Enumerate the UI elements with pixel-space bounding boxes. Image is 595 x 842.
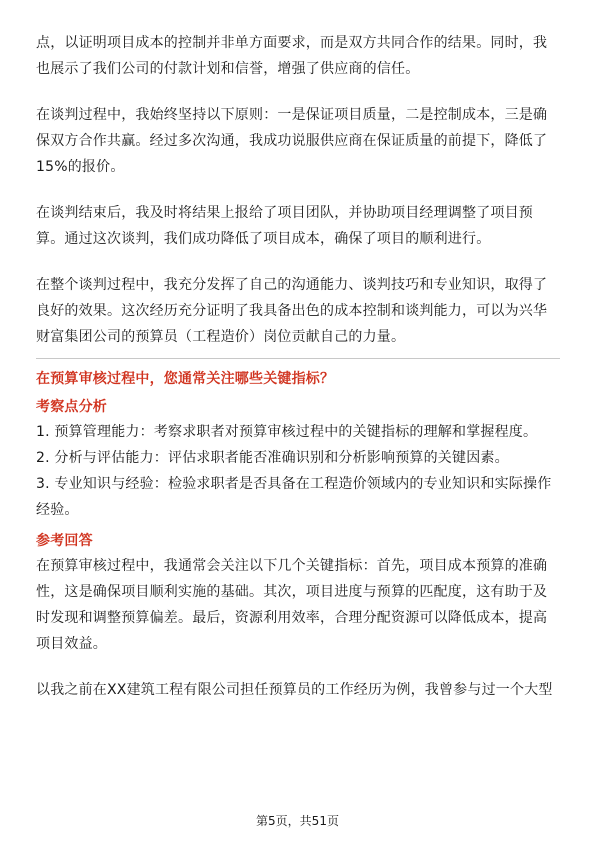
answer-paragraph: 以我之前在XX建筑工程有限公司担任预算员的工作经历为例，我曾参与过一个大型 bbox=[36, 682, 553, 698]
body-paragraph: 在谈判结束后，我及时将结果上报给了项目团队，并协助项目经理调整了项目预算。通过这次谈判，我们成功降低了项目成本，确保了项目的顺利进行。 bbox=[36, 205, 533, 247]
body-paragraph: 在谈判过程中，我始终坚持以下原则：一是保证项目质量，二是控制成本，三是确保双方合作共赢。经过多次沟通，我成功说服供应商在保证质量的前提下，降低了15%的报价。 bbox=[36, 107, 548, 175]
body-paragraph: 点，以证明项目成本的控制并非单方面要求，而是双方共同合作的结果。同时，我也展示了我们公司的付款计划和信誉，增强了供应商的信任。 bbox=[36, 35, 548, 77]
analysis-item: 2. 分析与评估能力：评估求职者能否准确识别和分析影响预算的关键因素。 bbox=[36, 450, 509, 466]
answer-title: 参考回答 bbox=[36, 533, 93, 549]
answer-paragraph: 在预算审核过程中，我通常会关注以下几个关键指标：首先，项目成本预算的准确性，这是确保项目顺利实施的基础。其次，项目进度与预算的匹配度，这有助于及时发现和调整预算偏差。最后，资源利用效率，合理分配资源可以降低成本，提高项目效益。 bbox=[36, 558, 548, 652]
section-divider bbox=[36, 358, 560, 359]
analysis-item: 3. 专业知识与经验：检验求职者是否具备在工程造价领域内的专业知识和实际操作经验。 bbox=[36, 476, 552, 518]
page-content bbox=[36, 30, 560, 703]
analysis-title: 考察点分析 bbox=[36, 399, 107, 415]
question-heading: 在预算审核过程中，您通常关注哪些关键指标？ bbox=[36, 371, 335, 387]
page-footer: 第5页，共51页 bbox=[256, 814, 339, 828]
analysis-item: 1. 预算管理能力：考察求职者对预算审核过程中的关键指标的理解和掌握程度。 bbox=[36, 424, 538, 440]
body-paragraph: 在整个谈判过程中，我充分发挥了自己的沟通能力、谈判技巧和专业知识，取得了良好的效果。这次经历充分证明了我具备出色的成本控制和谈判能力，可以为兴华财富集团公司的预算员（工程造价）岗位贡献自己的力量。 bbox=[36, 277, 548, 345]
